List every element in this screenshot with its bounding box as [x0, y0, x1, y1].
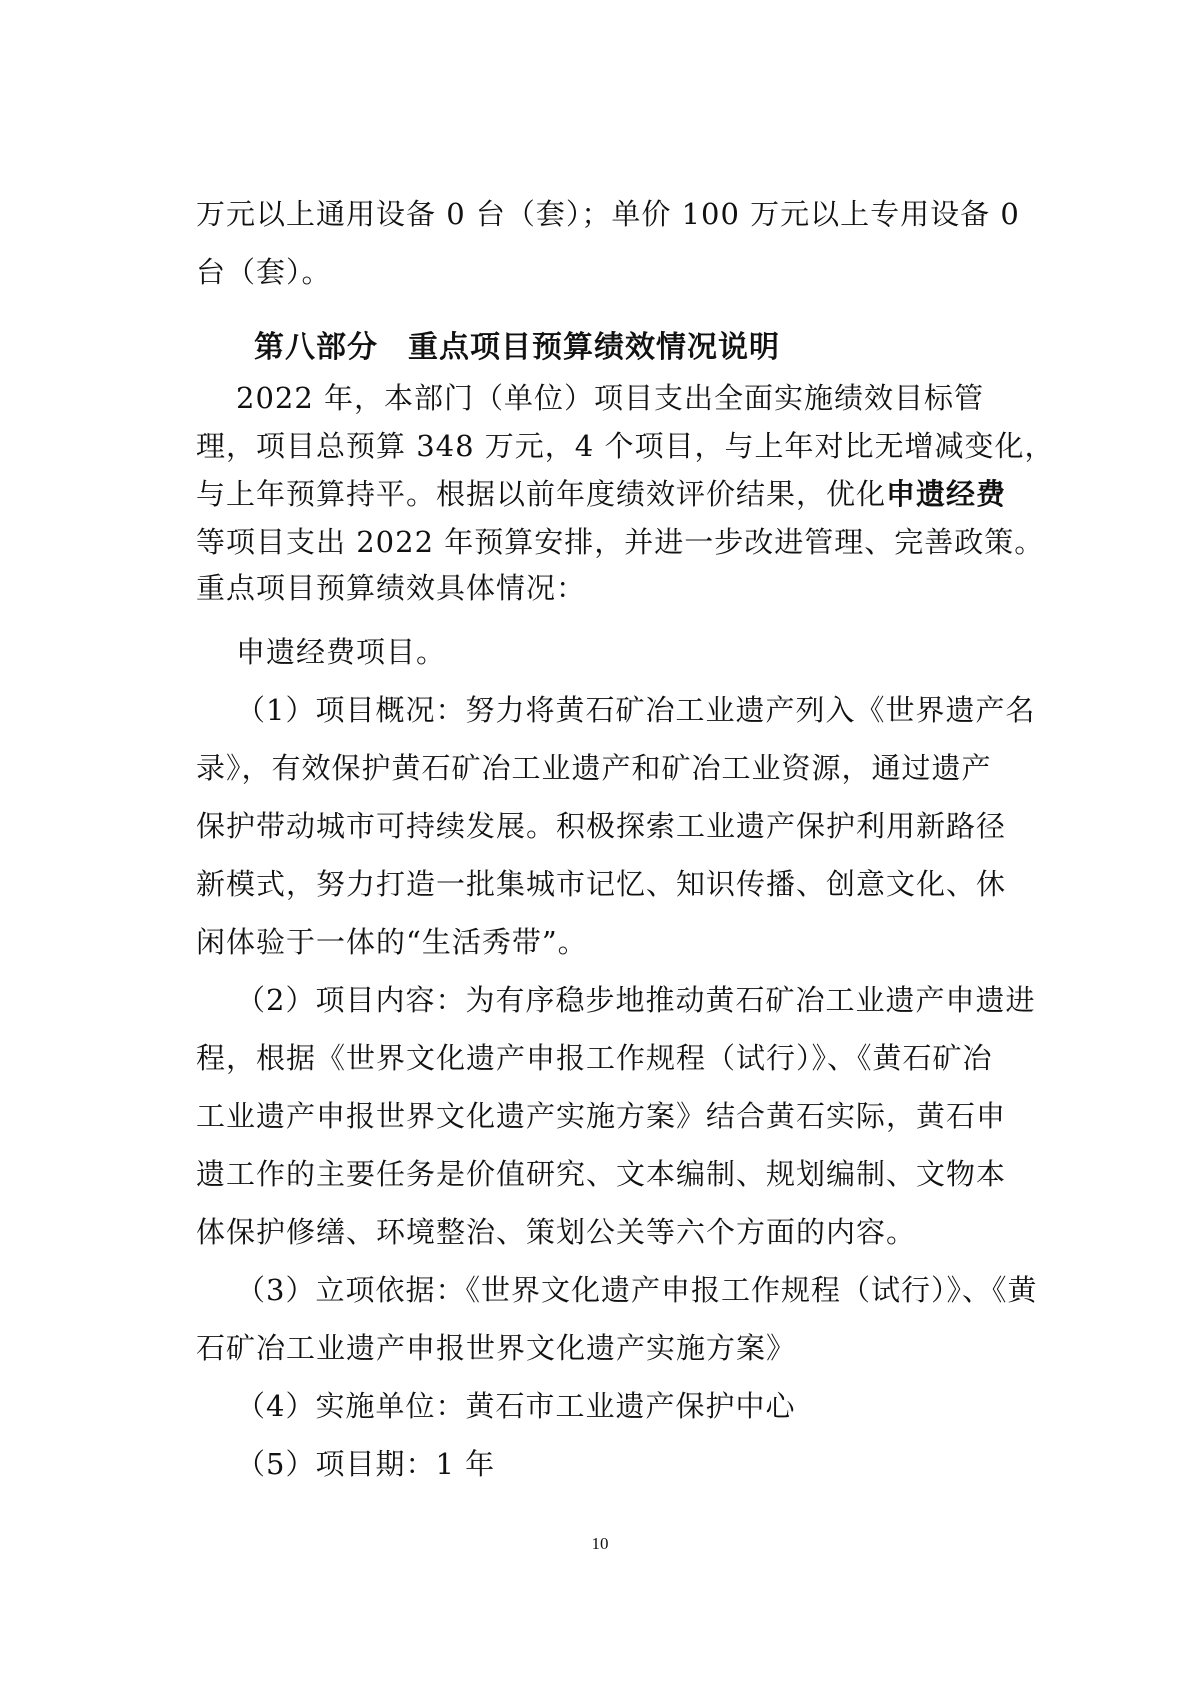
text-line: 保护带动城市可持续发展。积极探索工业遗产保护利用新路径 [196, 809, 1007, 843]
text-line: （5）项目期：1 年 [236, 1447, 496, 1481]
text-line: 程，根据《世界文化遗产申报工作规程（试行）》、《黄石矿冶 [196, 1041, 993, 1075]
text-line: 等项目支出 2022 年预算安排，并进一步改进管理、完善政策。 [196, 525, 1045, 559]
section-title: 重点项目预算绩效情况说明 [408, 330, 780, 365]
text-line: 录》，有效保护黄石矿冶工业遗产和矿冶工业资源，通过遗产 [196, 751, 992, 785]
text-line: （3）立项依据：《世界文化遗产申报工作规程（试行）》、《黄 [236, 1273, 1038, 1307]
text-line: 体保护修缮、环境整治、策划公关等六个方面的内容。 [196, 1215, 917, 1249]
text-span: 与上年预算持平。根据以前年度绩效评价结果，优化 [196, 477, 887, 511]
text-line: 闲体验于一体的“生活秀带”。 [196, 925, 588, 959]
highlighted-term: 申遗经费 [886, 477, 1007, 511]
text-line: 台（套）。 [196, 255, 332, 289]
text-line: （4）实施单位：黄石市工业遗产保护中心 [236, 1389, 796, 1423]
text-line [196, 474, 1016, 514]
section-heading [254, 328, 780, 368]
text-line: 2022 年，本部门（单位）项目支出全面实施绩效目标管 [236, 381, 985, 415]
text-line: 工业遗产申报世界文化遗产实施方案》结合黄石实际，黄石申 [196, 1099, 1007, 1133]
text-line: 石矿冶工业遗产申报世界文化遗产实施方案》 [196, 1331, 797, 1365]
text-line: 遗工作的主要任务是价值研究、文本编制、规划编制、文物本 [196, 1157, 1007, 1191]
text-line: 申遗经费项目。 [236, 635, 447, 669]
text-line: 新模式，努力打造一批集城市记忆、知识传播、创意文化、休 [196, 867, 1007, 901]
text-line: 重点项目预算绩效具体情况： [196, 571, 587, 605]
text-line: 理，项目总预算 348 万元，4 个项目，与上年对比无增减变化， [196, 429, 1055, 463]
section-number: 第八部分 [254, 330, 378, 365]
text-line: （2）项目内容：为有序稳步地推动黄石矿冶工业遗产申遗进 [236, 983, 1036, 1017]
text-line: 万元以上通用设备 0 台（套）；单价 100 万元以上专用设备 0 [196, 197, 1020, 231]
page-number: 10 [591, 1534, 609, 1553]
text-line: （1）项目概况：努力将黄石矿冶工业遗产列入《世界遗产名 [236, 693, 1036, 727]
